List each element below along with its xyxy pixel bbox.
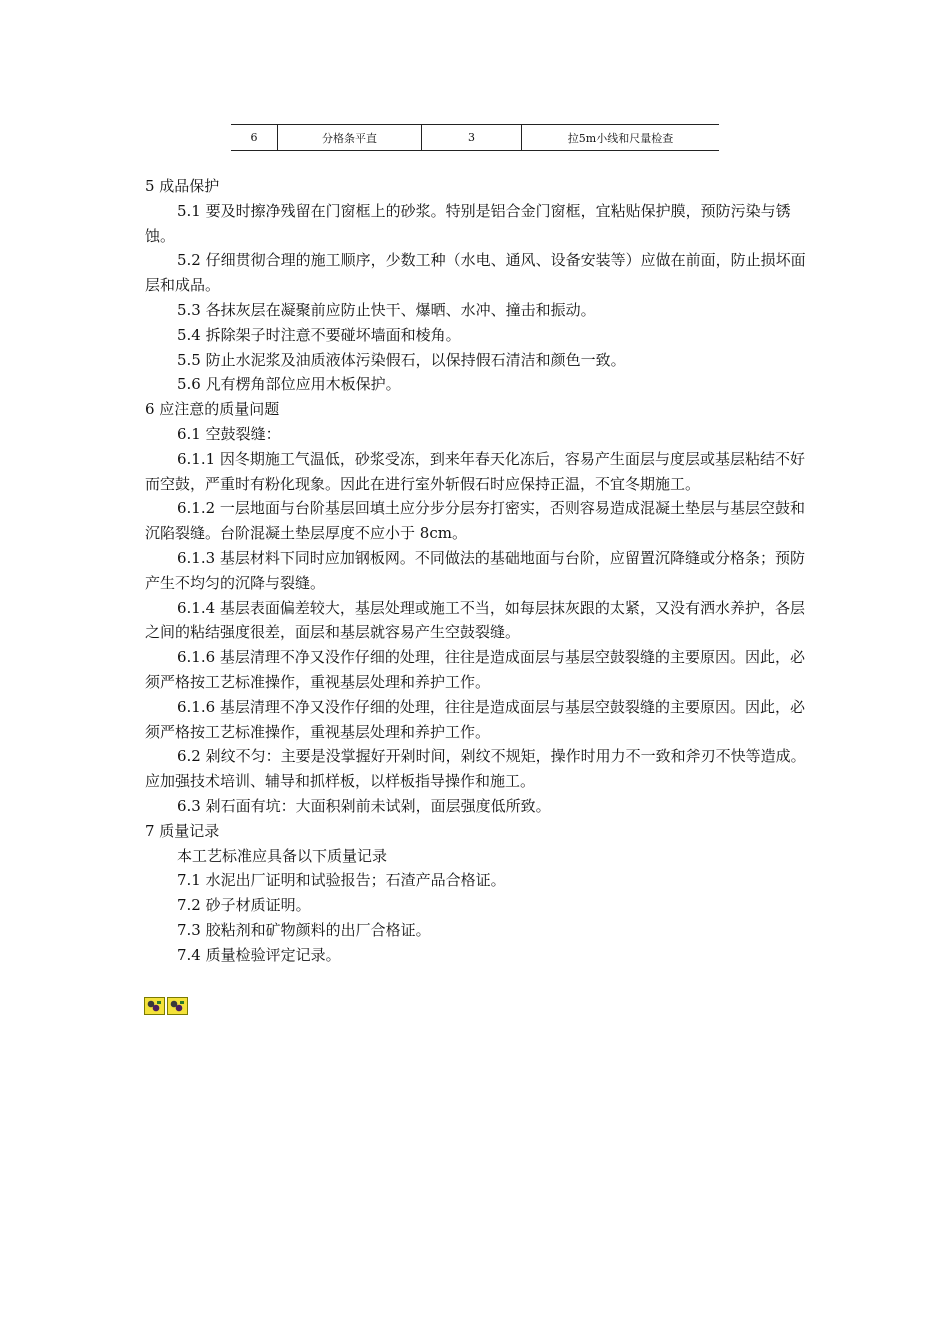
paragraph: 5.5 防止水泥浆及油质液体污染假石，以保持假石清洁和颜色一致。 [177,350,626,369]
icon-strip [144,997,188,1015]
paragraph: 6.3 剁石面有坑：大面积剁前未试剁，面层强度低所致。 [177,796,551,815]
paragraph: 6.1.3 基层材料下同时应加钢板网。不同做法的基础地面与台阶，应留置沉降缝或分格条；预防产生不均匀的沉降与裂缝。 [145,548,805,592]
paragraph: 5.2 仔细贯彻合理的施工顺序，少数工种（水电、通风、设备安装等）应做在前面，防止损坏面层和成品。 [145,251,806,295]
paragraph: 6.1 空鼓裂缝： [177,424,281,443]
document-icon[interactable] [144,997,165,1015]
paragraph: 7.1 水泥出厂证明和试验报告；石渣产品合格证。 [177,871,506,890]
paragraph: 6.1.2 一层地面与台阶基层回填土应分步分层夯打密实，否则容易造成混凝土垫层与基层空鼓和沉陷裂缝。台阶混凝土垫层厚度不应小于 8cm。 [145,499,805,543]
table-row [231,125,719,151]
paragraph: 6.2 剁纹不匀：主要是没掌握好开剁时间，剁纹不规矩，操作时用力不一致和斧刃不快等造成。应加强技术培训、辅导和抓样板，以样板指导操作和施工。 [145,747,806,791]
quality-table [231,124,719,151]
paragraph: 6.1.4 基层表面偏差较大，基层处理或施工不当，如每层抹灰跟的太紧，又没有洒水养护，各层之间的粘结强度很差，面层和基层就容易产生空鼓裂缝。 [145,598,805,642]
paragraph: 7.3 胶粘剂和矿物颜料的出厂合格证。 [177,920,431,939]
table-cell-index: 6 [231,125,278,151]
table-cell-item: 分格条平直 [278,125,422,151]
paragraph: 6.1.6 基层清理不净又没作仔细的处理，往往是造成面层与基层空鼓裂缝的主要原因。因此，必须严格按工艺标准操作，重视基层处理和养护工作。 [145,697,805,741]
section-heading: 5 成品保护 [145,177,220,195]
section-heading: 6 应注意的质量问题 [145,400,280,419]
paragraph: 5.1 要及时擦净残留在门窗框上的砂浆。特别是铝合金门窗框，宜粘贴保护膜，预防污染与锈蚀。 [145,201,791,245]
paragraph: 6.1.1 因冬期施工气温低，砂浆受冻，到来年春天化冻后，容易产生面层与度层或基层粘结不好而空鼓，严重时有粉化现象。因此在进行室外斩假石时应保持正温，不宜冬期施工。 [145,449,805,493]
document-icon[interactable] [167,997,188,1015]
paragraph: 5.4 拆除架子时注意不要碰坏墙面和棱角。 [177,325,461,344]
document-body [145,174,810,968]
paragraph: 本工艺标准应具备以下质量记录 [177,846,388,865]
section-heading: 7 质量记录 [145,821,220,840]
table-cell-tolerance: 3 [422,125,522,151]
paragraph: 7.2 砂子材质证明。 [177,896,311,915]
paragraph: 5.3 各抹灰层在凝聚前应防止快干、爆晒、水冲、撞击和振动。 [177,300,596,319]
paragraph: 6.1.6 基层清理不净又没作仔细的处理，往往是造成面层与基层空鼓裂缝的主要原因。因此，必须严格按工艺标准操作，重视基层处理和养护工作。 [145,648,805,691]
table-cell-method: 拉5m小线和尺量检查 [522,125,720,151]
paragraph: 7.4 质量检验评定记录。 [177,945,341,964]
paragraph: 5.6 凡有楞角部位应用木板保护。 [177,375,401,394]
